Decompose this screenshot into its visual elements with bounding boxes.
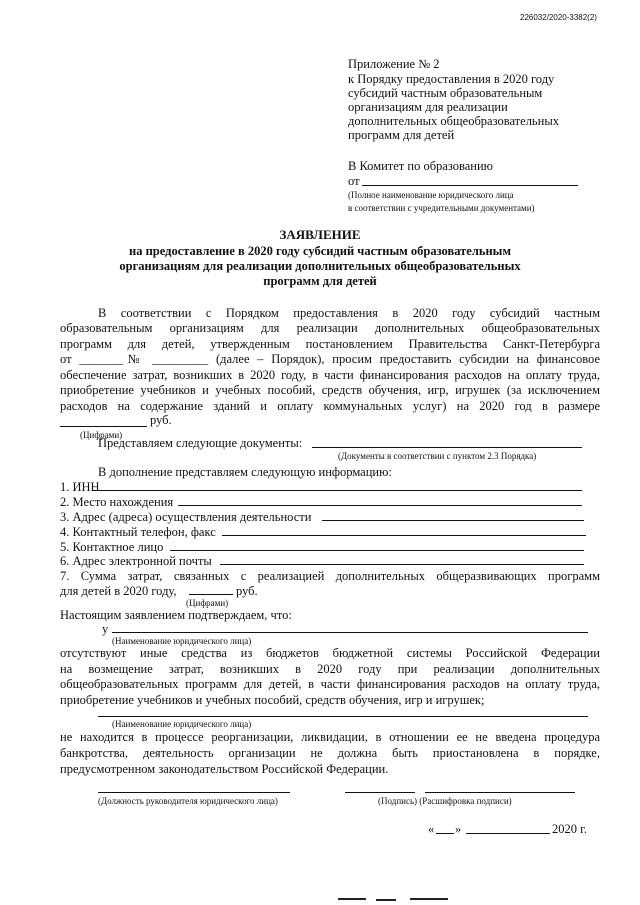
additional-heading: В дополнение представляем следующую информацию: [98, 465, 392, 479]
appendix-line: организациям для реализации [348, 100, 508, 114]
clause-2-line: не находится в процессе реорганизации, ликвидации, в отношении ее не введена процедура [60, 730, 600, 744]
date-month-field[interactable] [466, 833, 550, 834]
signature-hint: (Подпись) (Расшифровка подписи) [378, 796, 512, 806]
appendix-line: Приложение № 2 [348, 57, 440, 71]
intro-line: приобретение учебников и учебных пособий, средств обучения, игр, игрушек (за исключением [60, 383, 600, 397]
item-contact-person-label: 5. Контактное лицо [60, 540, 164, 554]
appendix-line: дополнительных общеобразовательных [348, 114, 559, 128]
org-name-hint-2: (Наименование юридического лица) [112, 719, 252, 729]
from-org-field[interactable] [362, 185, 578, 186]
org-name-field-2[interactable] [98, 716, 588, 717]
from-org-hint: (Полное наименование юридического лица [348, 190, 514, 200]
item-email-label: 6. Адрес электронной почты [60, 554, 212, 568]
intro-line: программ для детей, утвержденным постановлением Правительства Санкт-Петербурга [60, 337, 600, 351]
org-name-hint-1: (Наименование юридического лица) [112, 636, 252, 646]
item-location-label: 2. Место нахождения [60, 495, 174, 509]
clause-1-line: приобретение учебников и учебных пособий, средств обучения, игр и игрушек; [60, 693, 485, 707]
clause-2-line: банкротства, деятельность организации не должна быть приостановлена в порядке, [60, 746, 600, 760]
clause-1-line: общеобразовательных программ для детей, в части финансирования расходов на оплату труда, [60, 677, 600, 691]
date-year: 2020 г. [552, 822, 587, 836]
item-inn-label: 1. ИНН [60, 480, 100, 494]
item-activity-address-label: 3. Адрес (адреса) осуществления деятельности [60, 510, 312, 524]
subsidy-amount-field[interactable] [60, 426, 147, 427]
item-costs-prefix: для детей в 2020 году, [60, 584, 177, 598]
appendix-line: к Порядку предоставления в 2020 году [348, 72, 555, 86]
page-title: ЗАЯВЛЕНИЕ [279, 227, 361, 242]
contact-person-field[interactable] [170, 550, 584, 551]
email-field[interactable] [220, 564, 584, 565]
costs-amount-field[interactable] [189, 594, 233, 595]
appendix-line: субсидий частным образовательным [348, 86, 543, 100]
date-day-field[interactable] [436, 833, 454, 834]
intro-line: расходов на содержание зданий и оплату коммунальных услуг) на 2020 год в размере [60, 399, 600, 413]
costs-hint: (Цифрами) [186, 598, 229, 608]
org-name-field-1[interactable] [112, 632, 588, 633]
subtitle-line: организациям для реализации дополнительных общеобразовательных [119, 259, 521, 273]
inn-field[interactable] [92, 490, 582, 491]
document-number: 226032/2020-3382(2) [520, 13, 597, 22]
item-costs-currency: руб. [236, 584, 258, 598]
clause-2-line: предусмотренном законодательством Российской Федерации. [60, 762, 389, 776]
scan-mark [338, 898, 366, 900]
clause-1-line: на возмещение затрат, возникших в 2020 году при реализации дополнительных [60, 662, 600, 676]
location-field[interactable] [178, 505, 582, 506]
subtitle-line: программ для детей [263, 274, 377, 288]
addressee-from-label: от [348, 174, 360, 188]
amount-hint: (Цифрами) [80, 430, 123, 440]
documents-hint: (Документы в соответствии с пунктом 2.3 Порядка) [338, 451, 537, 461]
clause-1-line: отсутствуют иные средства из бюджетов бюджетной системы Российской Федерации [60, 646, 600, 660]
scan-mark [410, 898, 448, 900]
item-costs-line: 7. Сумма затрат, связанных с реализацией дополнительных общеразвивающих программ [60, 569, 600, 583]
signature-name-field[interactable] [425, 792, 575, 793]
phone-fax-field[interactable] [222, 535, 586, 536]
from-org-hint-2: в соответствии с учредительными документами) [348, 203, 535, 213]
intro-line: образовательным организациям для реализации дополнительных общеобразовательных [60, 321, 600, 335]
date-close-quote: » [455, 822, 462, 836]
date-open-quote: « [428, 822, 435, 836]
intro-line: В соответствии с Порядком предоставления в 2020 году субсидий частным [98, 306, 600, 320]
scan-mark [376, 899, 396, 901]
addressee-to: В Комитет по образованию [348, 159, 493, 173]
activity-address-field[interactable] [322, 520, 584, 521]
documents-label: Представляем следующие документы: [98, 436, 303, 450]
amount-currency: руб. [150, 413, 172, 427]
position-hint: (Должность руководителя юридического лица) [98, 796, 278, 806]
confirm-heading: Настоящим заявлением подтверждаем, что: [60, 608, 292, 622]
intro-line: от _______№ _________ (далее – Порядок), просим предоставить субсидии на финансовое [60, 352, 600, 366]
intro-line: обеспечение затрат, возникших в 2020 году, в части финансирования расходов на оплату труда, [60, 368, 600, 382]
signature-field[interactable] [345, 792, 415, 793]
documents-field[interactable] [312, 447, 582, 448]
confirm-u-prefix: у [102, 622, 109, 636]
subtitle-line: на предоставление в 2020 году субсидий частным образовательным [129, 244, 511, 258]
position-field[interactable] [98, 792, 290, 793]
appendix-line: программ для детей [348, 128, 455, 142]
item-phone-label: 4. Контактный телефон, факс [60, 525, 216, 539]
